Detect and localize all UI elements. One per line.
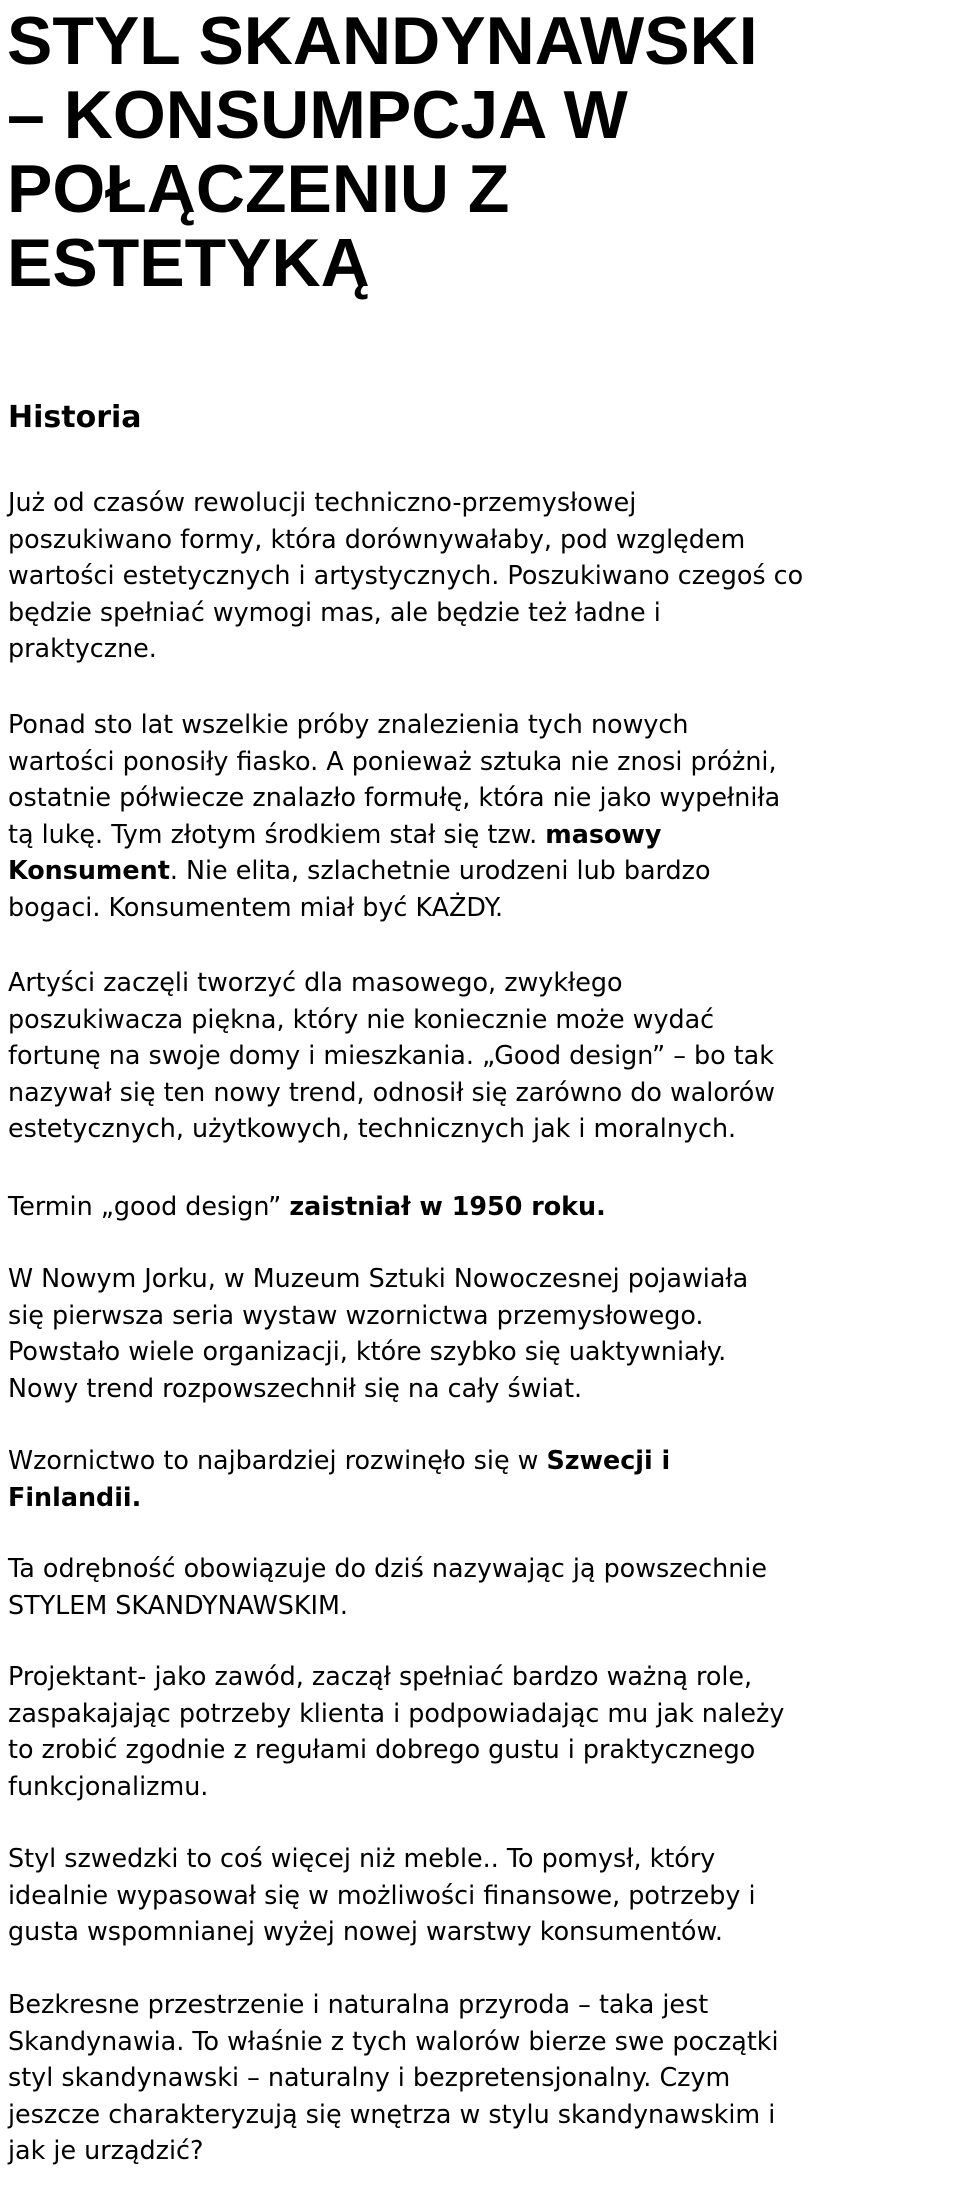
- text-line: Powstało wiele organizacji, które szybko się uaktywniały.: [8, 1336, 727, 1366]
- text-line: Już od czasów rewolucji techniczno-przemysłowej: [8, 487, 637, 517]
- bold-date-phrase: zaistniał w 1950 roku.: [289, 1191, 606, 1221]
- text-line: ostatnie półwiecze znalazło formułę, która nie jako wypełniła: [8, 782, 781, 812]
- paragraph-7: [8, 1550, 953, 1623]
- title-line: ESTETYKĄ: [7, 225, 370, 301]
- text-line: bogaci. Konsumentem miał być KAŻDY.: [8, 891, 504, 922]
- paragraph-3: [8, 964, 953, 1147]
- paragraph-9: [8, 1840, 953, 1950]
- bold-term-konsument: Konsument: [8, 855, 170, 885]
- bold-term-finlandii: Finlandii.: [8, 1481, 142, 1512]
- paragraph-10: [8, 1986, 953, 2169]
- text-line: wartości estetycznych i artystycznych. Poszukiwano czegoś co: [8, 560, 804, 590]
- bold-term-masowy: masowy: [545, 818, 662, 849]
- text-line: zaspakajając potrzeby klienta i podpowiadając mu jak należy: [8, 1697, 785, 1728]
- paragraph-2: [8, 706, 953, 925]
- title-line: POŁĄCZENIU Z: [7, 151, 510, 227]
- text-line: nazywał się ten nowy trend, odnosił się zarówno do walorów: [8, 1076, 776, 1107]
- text-line: Nowy trend rozpowszechnił się na cały świat.: [8, 1372, 583, 1403]
- text-line: estetycznych, użytkowych, technicznych jak i moralnych.: [8, 1113, 737, 1143]
- text-line: [8, 1442, 953, 1479]
- text-line: styl skandynawski – naturalny i bezpretensjonalny. Czym: [8, 2062, 731, 2092]
- text-line: Ta odrębność obowiązuje do dziś nazywając ją powszechnie: [8, 1553, 767, 1583]
- text-line: gusta wspomnianej wyżej nowej warstwy konsumentów.: [8, 1916, 723, 1946]
- text-run: . Nie elita, szlachetnie urodzeni lub bardzo: [169, 855, 711, 885]
- text-line: jeszcze charakteryzują się wnętrza w stylu skandynawskim i: [8, 2098, 776, 2129]
- paragraph-6: [8, 1442, 953, 1515]
- paragraph-1: [8, 484, 953, 667]
- text-line: W Nowym Jorku, w Muzeum Sztuki Nowoczesnej pojawiała: [8, 1263, 749, 1293]
- text-run: Termin „good design”: [8, 1191, 290, 1221]
- text-line: [8, 852, 953, 889]
- text-line: będzie spełniać wymogi mas, ale będzie też ładne i: [8, 596, 661, 627]
- text-line: [8, 1479, 953, 1516]
- text-line: fortunę na swoje domy i mieszkania. „Good design” – bo tak: [8, 1040, 774, 1070]
- text-line: Styl szwedzki to coś więcej niż meble.. To pomysł, który: [8, 1843, 716, 1873]
- text-line: się pierwsza seria wystaw wzornictwa przemysłowego.: [8, 1299, 704, 1330]
- text-line: poszukiwacza piękna, który nie koniecznie może wydać: [8, 1003, 715, 1034]
- title-line: – KONSUMPCJA W: [7, 77, 628, 153]
- text-run: Wzornictwo to najbardziej rozwinęło się w: [8, 1445, 547, 1475]
- text-line: STYLEM SKANDYNAWSKIM.: [8, 1589, 348, 1620]
- text-line: [8, 816, 953, 853]
- text-run: tą lukę. Tym złotym środkiem stał się tzw.: [8, 818, 546, 849]
- text-line: wartości ponosiły fiasko. A ponieważ sztuka nie znosi próżni,: [8, 745, 777, 776]
- text-line: poszukiwano formy, która dorównywałaby, pod względem: [8, 523, 746, 554]
- text-line: Artyści zaczęli tworzyć dla masowego, zwykłego: [8, 967, 623, 997]
- title-line: STYL SKANDYNAWSKI: [7, 3, 758, 79]
- text-line: idealnie wypasował się w możliwości finansowe, potrzeby i: [8, 1879, 756, 1910]
- text-line: Bezkresne przestrzenie i naturalna przyroda – taka jest: [8, 1989, 709, 2019]
- paragraph-4: [8, 1188, 953, 1225]
- text-line: Projektant- jako zawód, zaczął spełniać bardzo ważną role,: [8, 1661, 753, 1691]
- text-line: funkcjonalizmu.: [8, 1770, 209, 1801]
- text-line: praktyczne.: [8, 633, 157, 663]
- text-line: Skandynawia. To właśnie z tych walorów bierze swe początki: [8, 2025, 779, 2056]
- paragraph-8: [8, 1658, 953, 1804]
- text-line: to zrobić zgodnie z regułami dobrego gustu i praktycznego: [8, 1734, 756, 1764]
- page-title: [7, 4, 937, 300]
- bold-term-szwecji: Szwecji i: [546, 1445, 671, 1475]
- text-line: [8, 1188, 953, 1225]
- text-line: Ponad sto lat wszelkie próby znalezienia tych nowych: [8, 709, 689, 739]
- paragraph-5: [8, 1260, 953, 1406]
- text-line: jak je urządzić?: [8, 2135, 204, 2165]
- section-heading: Historia: [8, 400, 142, 435]
